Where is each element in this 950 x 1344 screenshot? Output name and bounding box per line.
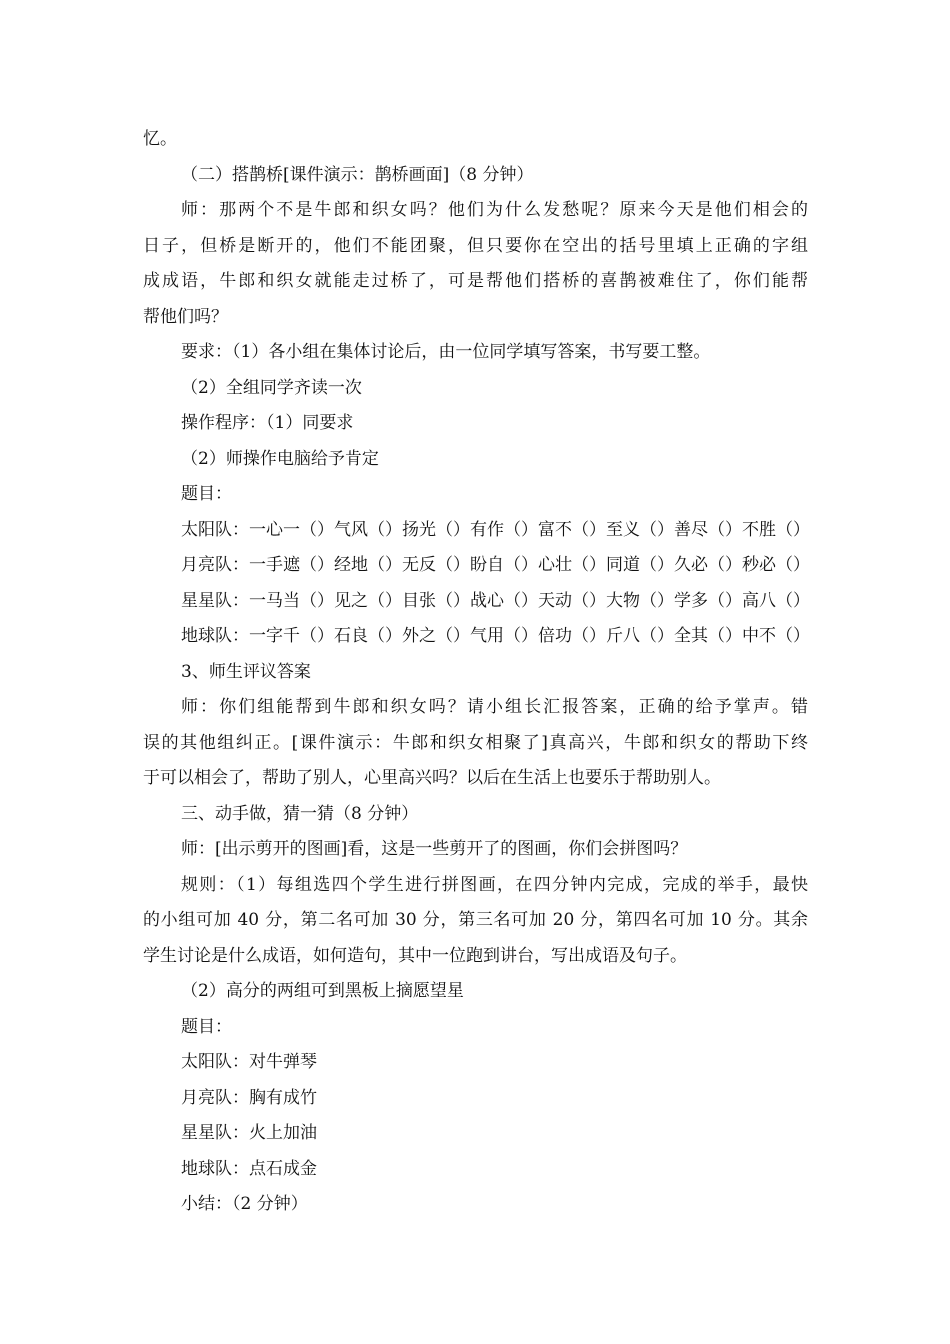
requirement-line: （2）全组同学齐读一次 [181, 377, 362, 398]
paragraph-line: 日子，但桥是断开的，他们不能团聚，但只要你在空出的括号里填上正确的字组 [143, 235, 808, 256]
paragraph-line: 于可以相会了，帮助了别人，心里高兴吗？以后在生活上也要乐于帮助别人。 [143, 768, 721, 788]
quiz-row-earth: 地球队：一字千（）石良（）外之（）气用（）倍功（）斤八（）全其（）中不（） [181, 626, 810, 646]
paragraph-line: 误的其他组纠正。[课件演示：牛郎和织女相聚了]真高兴，牛郎和织女的帮助下终 [143, 732, 808, 753]
paragraph-line: 学生讨论是什么成语，如何造句，其中一位跑到讲台，写出成语及句子。 [143, 945, 687, 966]
paragraph-line: 规则：（1）每组选四个学生进行拼图画，在四分钟内完成，完成的举手，最快 [181, 874, 808, 895]
paragraph-line: 师：你们组能帮到牛郎和织女吗？请小组长汇报答案，正确的给予掌声。错 [181, 697, 808, 717]
question-label: 题目： [181, 484, 232, 504]
quiz-row-moon: 月亮队：一手遮（）经地（）无反（）盼自（）心壮（）同道（）久必（）秒必（） [181, 555, 810, 575]
summary-line: 小结：（2 分钟） [181, 1194, 308, 1214]
requirement-line: 要求：（1）各小组在集体讨论后，由一位同学填写答案，书写要工整。 [181, 342, 711, 362]
paragraph-line: 师：那两个不是牛郎和织女吗？他们为什么发愁呢？原来今天是他们相会的 [181, 200, 808, 220]
paragraph-line: 的小组可加 40 分，第二名可加 30 分，第三名可加 20 分，第四名可加 10 分。其余 [143, 910, 808, 930]
answer-moon: 月亮队：胸有成竹 [181, 1087, 317, 1108]
answer-star: 星星队：火上加油 [181, 1123, 317, 1143]
procedure-line: 操作程序：（1）同要求 [181, 413, 354, 433]
document-body [0, 122, 950, 1223]
section-heading: 三、动手做，猜一猜（8 分钟） [181, 803, 419, 824]
section-heading: （二）搭鹊桥[课件演示：鹊桥画面]（8 分钟） [181, 164, 534, 185]
answer-sun: 太阳队：对牛弹琴 [181, 1052, 317, 1072]
text-line: 忆。 [143, 129, 177, 149]
procedure-line: （2）师操作电脑给予肯定 [181, 448, 379, 469]
paragraph-line: 帮他们吗？ [143, 306, 228, 327]
quiz-row-star: 星星队：一马当（）见之（）目张（）战心（）天动（）大物（）学多（）高八（） [181, 590, 810, 611]
quiz-row-sun: 太阳队：一心一（）气风（）扬光（）有作（）富不（）至义（）善尽（）不胜（） [181, 519, 810, 540]
question-label: 题目： [181, 1016, 232, 1037]
paragraph-line: 师：[出示剪开的图画]看，这是一些剪开了的图画，你们会拼图吗？ [181, 839, 688, 859]
rule-line: （2）高分的两组可到黑板上摘愿望星 [181, 981, 464, 1001]
answer-earth: 地球队：点石成金 [181, 1158, 317, 1179]
paragraph-line: 成成语，牛郎和织女就能走过桥了，可是帮他们搭桥的喜鹊被难住了，你们能帮 [143, 271, 808, 291]
section-heading: 3、师生评议答案 [181, 661, 311, 682]
